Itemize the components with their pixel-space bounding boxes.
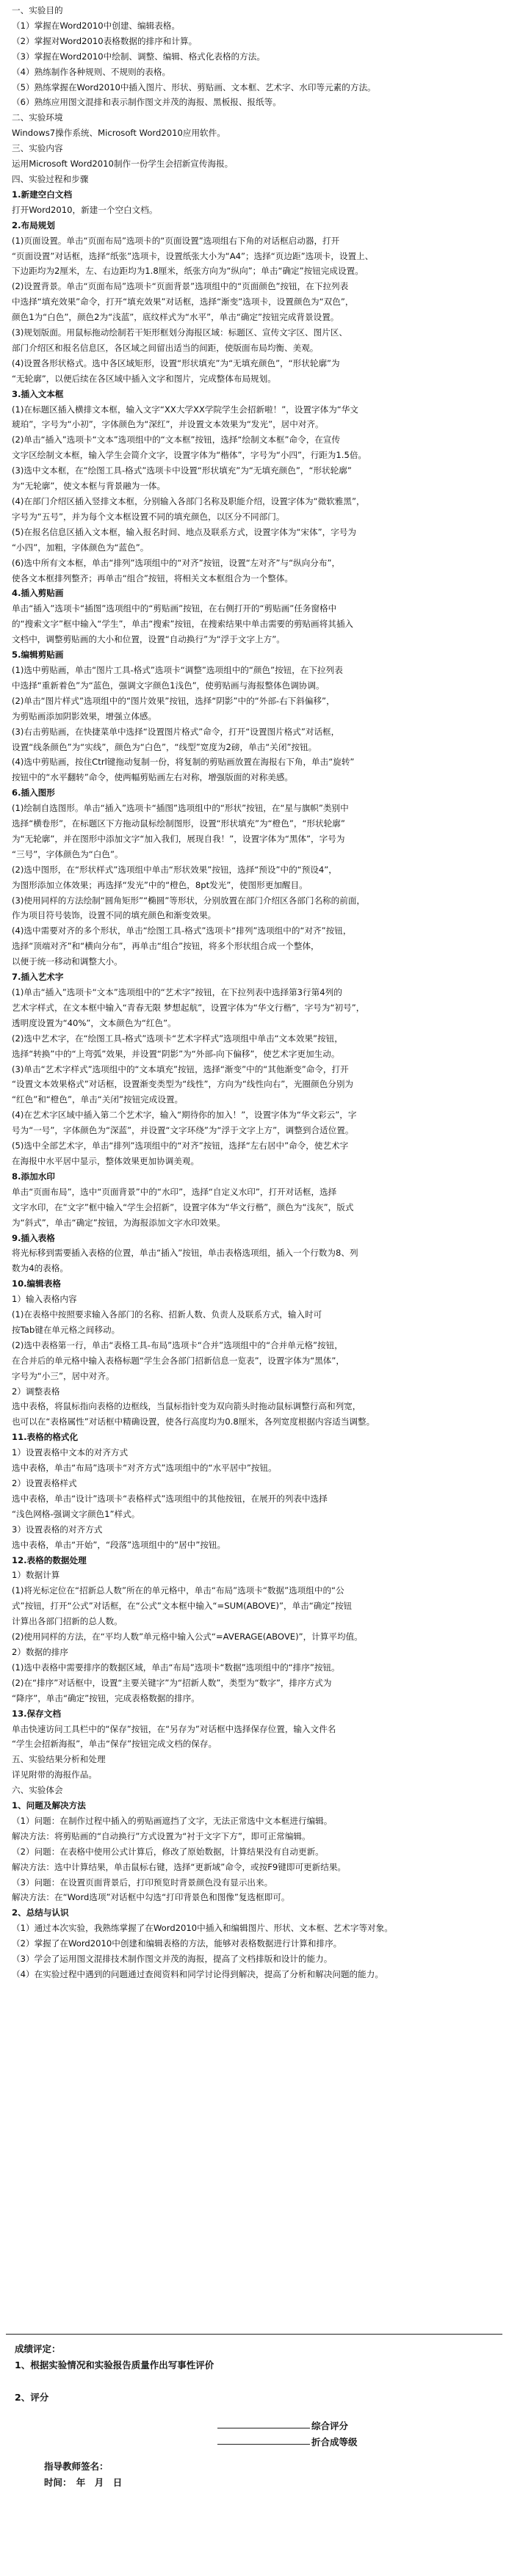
body-text-line: (3)右击剪贴画，在快捷菜单中选择“设置图片格式”命令，打开“设置图片格式”对话框， (12, 726, 340, 737)
body-text-line: (6)选中所有文本框，单击“排列”选项组中的“对齐”按钮，设置“左对齐”与“纵向分布”， (12, 557, 341, 568)
body-text-line: (2)设置背景。单击“页面布局”选项卡“页面背景”选项组中的“页面颜色”按钮，在下拉列表 (12, 281, 349, 292)
body-text-line: （1）通过本次实验，我熟练掌握了在Word2010中插入和编辑图片、形状、文本框、艺术字等对象。 (12, 1923, 393, 1934)
body-text-line: (3)规划版面。用鼠标拖动绘制若干矩形框划分海报区域：标题区、宣传文字区、图片区、 (12, 327, 347, 338)
body-text-line: （4）在实验过程中遇到的问题通过查阅资料和同学讨论得到解决，提高了分析和解决问题的能力。 (12, 1969, 383, 1979)
body-text-line: “无轮廓”，以便后续在各区域中插入文字和图片，完成整体布局规划。 (12, 373, 276, 384)
body-text-line: 琥珀”，字号为“小初”，字体颜色为“深红”，并设置文本效果为“发光”，居中对齐。 (12, 419, 324, 430)
section-heading: 五、实验结果分析和处理 (12, 1754, 106, 1765)
body-text-line: （4）熟练制作各种规则、不规则的表格。 (12, 66, 171, 77)
body-text-line: 将光标移到需要插入表格的位置，单击“插入”按钮，单击表格选项组，插入一个行数为8、列 (12, 1248, 358, 1259)
body-text-line: 文字水印，在“文字”框中输入“学生会招新”，设置字体为“华文行楷”，颜色为“浅灰”，版式 (12, 1201, 354, 1212)
subsection-heading: 2、总结与认识 (12, 1907, 69, 1918)
body-text-line: “页面设置”对话框，选择“纸张”选项卡，设置纸张大小为“A4”；选择“页边距”选项卡，设置上、 (12, 250, 374, 261)
body-text-line: (3)使用同样的方法绘制“圆角矩形”“椭圆”等形状，分别放置在部门介绍区各部门名称的前面， (12, 895, 366, 906)
subsection-heading: 4.插入剪贴画 (12, 588, 64, 599)
body-text-line: 2）调整表格 (12, 1386, 60, 1397)
section-heading: 一、实验目的 (12, 5, 63, 15)
body-text-line: 单击“插入”选项卡“插图”选项组中的“剪贴画”按钮，在右侧打开的“剪贴画”任务窗格中 (12, 603, 337, 614)
body-text-line: Windows7操作系统、Microsoft Word2010应用软件。 (12, 128, 225, 139)
body-text-line: 数为4的表格。 (12, 1263, 68, 1274)
body-text-line: 设置“线条颜色”为“实线”，颜色为“白色”，“线型”宽度为2磅，单击“关闭”按钮。 (12, 741, 317, 752)
section-heading: 三、实验内容 (12, 143, 63, 154)
body-text-line: 1）输入表格内容 (12, 1294, 77, 1305)
body-text-line: 以便于统一移动和调整大小。 (12, 956, 123, 967)
body-text-line: 文字区绘制文本框，输入学生会简介文字，设置字体为“楷体”，字号为“小四”，行距为1.5倍。 (12, 450, 367, 461)
body-text-line: 为图形添加立体效果；再选择“发光”中的“橙色，8pt发光”，使图形更加醒目。 (12, 879, 308, 890)
subsection-heading: 12.表格的数据处理 (12, 1554, 87, 1565)
body-text-line: “三号”，字体颜色为“白色”。 (12, 848, 123, 859)
body-text-line: 颜色1为“白色”，颜色2为“浅蓝”，底纹样式为“水平”，单击“确定”按钮完成背景设置。 (12, 312, 339, 323)
body-text-line: 为“斜式”，单击“确定”按钮，为海报添加文字水印效果。 (12, 1217, 225, 1228)
body-text-line: 选择“转换”中的“上弯弧”效果，并设置“阴影”为“外部-向下偏移”，使艺术字更加生动。 (12, 1048, 340, 1059)
section-heading: 二、实验环境 (12, 112, 63, 123)
subsection-heading: 2.布局规划 (12, 219, 55, 230)
body-text-line: (1)选中剪贴画，单击“图片工具-格式”选项卡“调整”选项组中的“颜色”按钮，在下拉列表 (12, 664, 343, 675)
body-text-line: 选择“横卷形”，在标题区下方拖动鼠标绘制图形，设置“形状填充”为“橙色”，“形状轮廓” (12, 818, 345, 829)
subsection-heading: 1.新建空白文档 (12, 189, 73, 200)
body-text-line: 中选择“重新着色”为“蓝色，强调文字颜色1浅色”，使剪贴画与海报整体色调协调。 (12, 680, 325, 691)
body-text-line: 单击“页面布局”，选中“页面背景”中的“水印”，选择“自定义水印”，打开对话框，选择 (12, 1186, 337, 1197)
body-text-line: 的“搜索文字”框中输入“学生”，单击“搜索”按钮，在搜索结果中单击需要的剪贴画将其插入 (12, 619, 354, 630)
body-text-line: (4)在艺术字区域中插入第二个艺术字，输入“期待你的加入！”，设置字体为“华文彩云”，字 (12, 1110, 357, 1121)
body-text-line: (2)单击“图片样式”选项组中的“图片效果”按钮，选择“阴影”中的“外部-右下斜偏移”， (12, 695, 335, 706)
body-text-line: 在海报中水平居中显示，整体效果更加协调美观。 (12, 1155, 200, 1166)
body-text-line: 为“无轮廓”，并在图形中添加文字“加入我们，展现自我！”，设置字体为“黑体”，字号为 (12, 833, 345, 844)
subsection-heading: 10.编辑表格 (12, 1278, 61, 1289)
body-text-line: 艺术字样式，在文本框中输入“青春无限 梦想起航”，设置字体为“华文行楷”，字号为“初号”， (12, 1002, 365, 1013)
body-text-line: 2）设置表格样式 (12, 1478, 77, 1488)
body-text-line: (1)将光标定位在“招新总人数”所在的单元格中，单击“布局”选项卡“数据”选项组中的“公 (12, 1585, 344, 1596)
body-text-line: (4)选中需要对齐的多个形状，单击“绘图工具-格式”选项卡“排列”选项组中的“对齐”按钮， (12, 925, 352, 936)
body-text-line: 式”按钮，打开“公式”对话框，在“公式”文本框中输入“=SUM(ABOVE)”，单击“确定”按钮 (12, 1601, 353, 1612)
evaluation-date: 时间： 年 月 日 (44, 2477, 123, 2488)
body-text-line: (1)在表格中按照要求输入各部门的名称、招新人数、负责人及联系方式，输入时可 (12, 1309, 322, 1320)
subsection-heading: 8.添加水印 (12, 1171, 55, 1182)
body-text-line: 作为项目符号装饰，设置不同的填充颜色和渐变效果。 (12, 910, 217, 921)
section-heading: 四、实验过程和步骤 (12, 173, 89, 184)
body-text-line: 为“无轮廓”，使文本框与背景融为一体。 (12, 481, 166, 492)
instructor-signature-label: 指导教师签名： (44, 2461, 109, 2472)
body-text-line: “设置文本效果格式”对话框，设置渐变类型为“线性”，方向为“线性向右”，光圈颜色分别为 (12, 1079, 354, 1090)
body-text-line: (1)单击“插入”选项卡“文本”选项组中的“艺术字”按钮，在下拉列表中选择第3行第4列的 (12, 987, 342, 997)
evaluation-criteria: 1、根据实验情况和实验报告质量作出写事性评价 (15, 2359, 214, 2371)
body-text-line: 解决方法：将剪贴画的“自动换行”方式设置为“衬于文字下方”，即可正常编辑。 (12, 1830, 311, 1841)
subsection-heading: 6.插入图形 (12, 787, 55, 798)
body-text-line: (2)选中艺术字，在“绘图工具-格式”选项卡“艺术字样式”选项组中单击“文本效果”按钮， (12, 1033, 343, 1044)
body-text-line: (3)单击“艺术字样式”选项组中的“文本填充”按钮，选择“渐变”中的“其他渐变”命令，打开 (12, 1063, 349, 1074)
section-divider (6, 2334, 502, 2335)
grade-line (217, 2444, 310, 2445)
body-text-line: 下边距均为2厘米，左、右边距均为1.8厘米，纸张方向为“纵向”；单击“确定”按钮完成设置。 (12, 266, 364, 277)
body-text-line: 1）设置表格中文本的对齐方式 (12, 1447, 129, 1458)
body-text-line: “浅色网格-强调文字颜色1”样式。 (12, 1508, 140, 1519)
body-text-line: 运用Microsoft Word2010制作一份学生会招新宣传海报。 (12, 159, 234, 170)
body-text-line: 按Tab键在单元格之间移动。 (12, 1324, 120, 1335)
body-text-line: 选中表格，将鼠标指向表格的边框线，当鼠标指针变为双向箭头时拖动鼠标调整行高和列宽， (12, 1401, 361, 1412)
body-text-line: (5)选中全部艺术字，单击“排列”选项组中的“对齐”按钮，选择“左右居中”命令，使艺术字 (12, 1140, 349, 1151)
score-heading: 2、评分 (15, 2392, 49, 2403)
body-text-line: 文档中，调整剪贴画的大小和位置，设置“自动换行”为“浮于文字上方”。 (12, 634, 285, 645)
body-text-line: 字号为“小三”，居中对齐。 (12, 1370, 115, 1381)
body-text-line: (4)在部门介绍区插入竖排文本框，分别输入各部门名称及职能介绍，设置字体为“微软雅黑”， (12, 496, 365, 506)
body-text-line: 2）数据的排序 (12, 1646, 68, 1657)
body-text-line: “降序”，单击“确定”按钮，完成表格数据的排序。 (12, 1692, 200, 1703)
body-text-line: 单击快速访问工具栏中的“保存”按钮，在“另存为”对话框中选择保存位置，输入文件名 (12, 1723, 336, 1734)
body-text-line: 选择“顶端对齐”和“横向分布”，再单击“组合”按钮，将多个形状组合成一个整体， (12, 941, 320, 952)
body-text-line: 计算出各部门招新的总人数。 (12, 1616, 123, 1627)
body-text-line: (2)选中图形，在“形状样式”选项组中单击“形状效果”按钮，选择“预设”中的“预设4”， (12, 864, 337, 875)
body-text-line: （3）学会了运用图文混排技术制作图文并茂的海报，提高了文档排版和设计的能力。 (12, 1954, 333, 1965)
subsection-heading: 7.插入艺术字 (12, 972, 64, 983)
body-text-line: (1)选中表格中需要排序的数据区域，单击“布局”选项卡“数据”选项组中的“排序”按钮。 (12, 1662, 340, 1673)
body-text-line: 打开Word2010，新建一个空白文档。 (12, 204, 158, 215)
body-text-line: 中选择“填充效果”命令，打开“填充效果”对话框，选择“渐变”选项卡，设置颜色为“双色”， (12, 296, 354, 308)
body-text-line: “学生会招新海报”，单击“保存”按钮完成文档的保存。 (12, 1739, 217, 1750)
body-text-line: （3）问题：在设置页面背景后，打印预览时背景颜色没有显示出来。 (12, 1877, 273, 1888)
body-text-line: （2）掌握了在Word2010中创建和编辑表格的方法，能够对表格数据进行计算和排序。 (12, 1938, 342, 1949)
body-text-line: (2)单击“插入”选项卡“文本”选项组中的“文本框”按钮，选择“绘制文本框”命令，在宣传 (12, 434, 341, 445)
body-text-line: 号为“一号”，字体颜色为“深蓝”，并设置“文字环绕”为“浮于文字上方”，调整到合适位置。 (12, 1125, 354, 1136)
section-heading: 六、实验体会 (12, 1785, 63, 1796)
body-text-line: (1)页面设置。单击“页面布局”选项卡的“页面设置”选项组右下角的对话框启动器，打开 (12, 235, 340, 246)
subsection-heading: 5.编辑剪贴画 (12, 650, 64, 661)
body-text-line: （3）掌握在Word2010中绘制、调整、编辑、格式化表格的方法。 (12, 51, 265, 62)
body-text-line: (5)在报名信息区插入文本框，输入报名时间、地点及联系方式，设置字体为“宋体”，字号为 (12, 526, 357, 537)
body-text-line: (1)在标题区插入横排文本框，输入文字“XX大学XX学院学生会招新啦！”，设置字体为“华文 (12, 404, 358, 415)
body-text-line: （2）问题：在表格中使用公式计算后，修改了原始数据，计算结果没有自动更新。 (12, 1846, 324, 1857)
body-text-line: (1)绘制自选图形。单击“插入”选项卡“插图”选项组中的“形状”按钮，在“星与旗帜”类别中 (12, 803, 349, 814)
body-text-line: “小四”，加粗，字体颜色为“蓝色”。 (12, 542, 149, 553)
subsection-heading: 3.插入文本框 (12, 388, 64, 399)
report-body (12, 3, 502, 1982)
body-text-line: （6）熟练应用图文混排和表示制作图文并茂的海报、黑板报、报纸等。 (12, 97, 281, 108)
body-text-line: (2)使用同样的方法，在“平均人数”单元格中输入公式“=AVERAGE(ABOVE)”，计算平均值。 (12, 1631, 363, 1642)
body-text-line: 1）数据计算 (12, 1570, 60, 1581)
body-text-line: （2）掌握对Word2010表格数据的排序和计算。 (12, 35, 198, 46)
body-text-line: （1）问题：在制作过程中插入的剪贴画遮挡了文字，无法正常选中文本框进行编辑。 (12, 1815, 333, 1826)
body-text-line: (4)设置各形状格式。选中各区域矩形，设置“形状填充”为“无填充颜色”，“形状轮廓”为 (12, 357, 340, 368)
body-text-line: （1）掌握在Word2010中创建、编辑表格。 (12, 20, 180, 31)
body-text-line: 使各文本框排列整齐；再单击“组合”按钮，将相关文本框组合为一个整体。 (12, 572, 294, 583)
body-text-line: (4)选中剪贴画，按住Ctrl键拖动复制一份，将复制的剪贴画放置在海报右下角，单击“旋转” (12, 757, 355, 768)
body-text-line: 为剪贴画添加阴影效果，增强立体感。 (12, 710, 157, 721)
body-text-line: （5）熟练掌握在Word2010中插入图片、形状、剪贴画、文本框、艺术字、水印等元素的方法。 (12, 81, 376, 92)
body-text-line: 3）设置表格的对齐方式 (12, 1524, 103, 1535)
subsection-heading: 9.插入表格 (12, 1232, 55, 1243)
body-text-line: (3)选中文本框，在“绘图工具-格式”选项卡中设置“形状填充”为“无填充颜色”，“形状轮廓” (12, 465, 352, 476)
body-text-line: (2)在“排序”对话框中，设置“主要关键字”为“招新人数”，类型为“数字”，排序方式为 (12, 1677, 332, 1688)
body-text-line: 也可以在“表格属性”对话框中精确设置，使各行高度均为0.8厘米，各列宽度根据内容适当调整。 (12, 1416, 375, 1427)
body-text-line: 在合并后的单元格中输入表格标题“学生会各部门招新信息一览表”，设置字体为“黑体”， (12, 1355, 344, 1366)
score-label: 综合评分 (311, 2420, 349, 2431)
evaluation-heading: 成绩评定： (15, 2343, 61, 2354)
body-text-line: 解决方法：选中计算结果，单击鼠标右键，选择“更新域”命令，或按F9键即可更新结果。 (12, 1861, 347, 1872)
body-text-line: (2)选中表格第一行，单击“表格工具-布局”选项卡“合并”选项组中的“合并单元格”按钮， (12, 1339, 343, 1350)
body-text-line: 部门介绍区和报名信息区，各区域之间留出适当的间距，使版面布局均衡、美观。 (12, 342, 319, 353)
body-text-line: “红色”和“橙色”，单击“关闭”按钮完成设置。 (12, 1094, 184, 1105)
subsection-heading: 11.表格的格式化 (12, 1432, 79, 1443)
body-text-line: 选中表格，单击“布局”选项卡“对齐方式”选项组中的“水平居中”按钮。 (12, 1463, 277, 1474)
body-text-line: 详见附带的海报作品。 (12, 1769, 97, 1780)
body-text-line: 透明度设置为“40%”，文本颜色为“红色”。 (12, 1017, 176, 1028)
body-text-line: 选中表格，单击“设计”选项卡“表格样式”选项组中的其他按钮，在展开的列表中选择 (12, 1493, 328, 1504)
body-text-line: 选中表格，单击“开始”，“段落”选项组中的“居中”按钮。 (12, 1539, 226, 1550)
grade-label: 折合成等级 (311, 2437, 358, 2448)
subsection-heading: 1、问题及解决方法 (12, 1800, 86, 1811)
body-text-line: 解决方法：在“Word选项”对话框中勾选“打印背景色和图像”复选框即可。 (12, 1892, 290, 1903)
body-text-line: 字号为“五号”，并为每个文本框设置不同的填充颜色，以区分不同部门。 (12, 511, 285, 522)
body-text-line: 按钮中的“水平翻转”命令，使两幅剪贴画左右对称，增强版面的对称美感。 (12, 772, 294, 783)
subsection-heading: 13.保存文档 (12, 1708, 61, 1719)
